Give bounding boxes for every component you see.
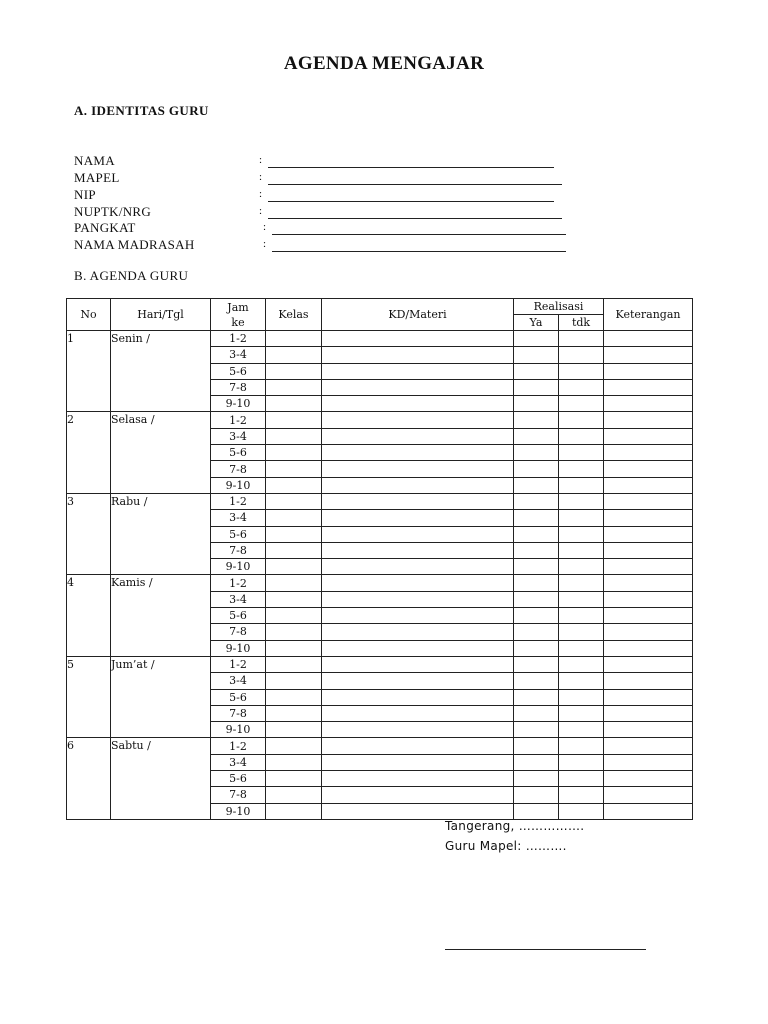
kelas-cell[interactable] <box>266 673 322 689</box>
kelas-cell[interactable] <box>266 738 322 754</box>
section-identitas-heading: A. IDENTITAS GURU <box>74 103 209 118</box>
kd-materi-cell[interactable] <box>322 542 514 558</box>
realisasi-tdk-cell[interactable] <box>559 754 604 770</box>
jam-ke-cell: 5-6 <box>211 526 266 542</box>
keterangan-cell[interactable] <box>604 396 693 412</box>
kelas-cell[interactable] <box>266 575 322 591</box>
jam-ke-cell: 7-8 <box>211 787 266 803</box>
realisasi-ya-cell[interactable] <box>514 412 559 428</box>
jam-ke-cell: 5-6 <box>211 445 266 461</box>
kelas-cell[interactable] <box>266 363 322 379</box>
realisasi-ya-cell[interactable] <box>514 445 559 461</box>
kelas-cell[interactable] <box>266 705 322 721</box>
table-row <box>67 575 693 591</box>
kd-materi-cell[interactable] <box>322 510 514 526</box>
jam-ke-cell: 9-10 <box>211 640 266 656</box>
day-name: Jum’at / <box>111 656 211 737</box>
realisasi-tdk-cell[interactable] <box>559 722 604 738</box>
kd-materi-cell[interactable] <box>322 738 514 754</box>
jam-ke-cell: 3-4 <box>211 754 266 770</box>
kd-materi-cell[interactable] <box>322 608 514 624</box>
realisasi-ya-cell[interactable] <box>514 331 559 347</box>
kd-materi-cell[interactable] <box>322 673 514 689</box>
field-input-line[interactable] <box>268 201 554 202</box>
header-kd-materi: KD/Materi <box>322 299 514 331</box>
realisasi-ya-cell[interactable] <box>514 608 559 624</box>
realisasi-tdk-cell[interactable] <box>559 689 604 705</box>
kd-materi-cell[interactable] <box>322 689 514 705</box>
realisasi-ya-cell[interactable] <box>514 787 559 803</box>
kd-materi-cell[interactable] <box>322 445 514 461</box>
realisasi-tdk-cell[interactable] <box>559 575 604 591</box>
keterangan-cell[interactable] <box>604 461 693 477</box>
table-row <box>67 656 693 672</box>
realisasi-tdk-cell[interactable] <box>559 461 604 477</box>
jam-ke-cell: 7-8 <box>211 705 266 721</box>
jam-ke-cell: 9-10 <box>211 559 266 575</box>
jam-ke-cell: 3-4 <box>211 591 266 607</box>
kd-materi-cell[interactable] <box>322 624 514 640</box>
kelas-cell[interactable] <box>266 461 322 477</box>
jam-ke-cell: 9-10 <box>211 803 266 819</box>
field-colon: : <box>259 171 263 183</box>
jam-ke-cell: 7-8 <box>211 542 266 558</box>
realisasi-ya-cell[interactable] <box>514 347 559 363</box>
kd-materi-cell[interactable] <box>322 493 514 509</box>
realisasi-ya-cell[interactable] <box>514 803 559 819</box>
keterangan-cell[interactable] <box>604 640 693 656</box>
jam-ke-cell: 1-2 <box>211 656 266 672</box>
realisasi-ya-cell[interactable] <box>514 428 559 444</box>
day-number: 1 <box>67 331 111 412</box>
realisasi-tdk-cell[interactable] <box>559 445 604 461</box>
header-kelas: Kelas <box>266 299 322 331</box>
keterangan-cell[interactable] <box>604 412 693 428</box>
kelas-cell[interactable] <box>266 396 322 412</box>
jam-ke-cell: 7-8 <box>211 461 266 477</box>
kd-materi-cell[interactable] <box>322 526 514 542</box>
header-keterangan: Keterangan <box>604 299 693 331</box>
keterangan-cell[interactable] <box>604 331 693 347</box>
realisasi-tdk-cell[interactable] <box>559 705 604 721</box>
jam-ke-cell: 7-8 <box>211 379 266 395</box>
kelas-cell[interactable] <box>266 428 322 444</box>
kelas-cell[interactable] <box>266 608 322 624</box>
kelas-cell[interactable] <box>266 510 322 526</box>
field-label: NAMA MADRASAH <box>74 237 195 252</box>
keterangan-cell[interactable] <box>604 624 693 640</box>
day-name: Rabu / <box>111 493 211 574</box>
field-colon: : <box>263 238 267 250</box>
kelas-cell[interactable] <box>266 689 322 705</box>
realisasi-ya-cell[interactable] <box>514 624 559 640</box>
header-realisasi: Realisasi <box>514 299 604 315</box>
kelas-cell[interactable] <box>266 477 322 493</box>
realisasi-ya-cell[interactable] <box>514 656 559 672</box>
realisasi-ya-cell[interactable] <box>514 477 559 493</box>
kd-materi-cell[interactable] <box>322 771 514 787</box>
field-input-line[interactable] <box>268 218 562 219</box>
realisasi-ya-cell[interactable] <box>514 689 559 705</box>
kd-materi-cell[interactable] <box>322 722 514 738</box>
kelas-cell[interactable] <box>266 559 322 575</box>
day-name: Selasa / <box>111 412 211 493</box>
kelas-cell[interactable] <box>266 331 322 347</box>
realisasi-tdk-cell[interactable] <box>559 624 604 640</box>
realisasi-ya-cell[interactable] <box>514 559 559 575</box>
keterangan-cell[interactable] <box>604 542 693 558</box>
day-name: Kamis / <box>111 575 211 656</box>
keterangan-cell[interactable] <box>604 787 693 803</box>
keterangan-cell[interactable] <box>604 689 693 705</box>
day-number: 5 <box>67 656 111 737</box>
keterangan-cell[interactable] <box>604 559 693 575</box>
realisasi-ya-cell[interactable] <box>514 722 559 738</box>
kelas-cell[interactable] <box>266 379 322 395</box>
keterangan-cell[interactable] <box>604 379 693 395</box>
kd-materi-cell[interactable] <box>322 656 514 672</box>
realisasi-tdk-cell[interactable] <box>559 803 604 819</box>
day-number: 6 <box>67 738 111 819</box>
kelas-cell[interactable] <box>266 347 322 363</box>
keterangan-cell[interactable] <box>604 428 693 444</box>
day-number: 4 <box>67 575 111 656</box>
kd-materi-cell[interactable] <box>322 640 514 656</box>
keterangan-cell[interactable] <box>604 754 693 770</box>
jam-ke-cell: 3-4 <box>211 510 266 526</box>
realisasi-ya-cell[interactable] <box>514 771 559 787</box>
field-input-line[interactable] <box>268 167 554 168</box>
jam-ke-cell: 5-6 <box>211 771 266 787</box>
kd-materi-cell[interactable] <box>322 477 514 493</box>
jam-ke-cell: 7-8 <box>211 624 266 640</box>
kd-materi-cell[interactable] <box>322 787 514 803</box>
kd-materi-cell[interactable] <box>322 428 514 444</box>
keterangan-cell[interactable] <box>604 591 693 607</box>
keterangan-cell[interactable] <box>604 363 693 379</box>
kelas-cell[interactable] <box>266 656 322 672</box>
realisasi-ya-cell[interactable] <box>514 526 559 542</box>
header-no: No <box>67 299 111 331</box>
kelas-cell[interactable] <box>266 412 322 428</box>
realisasi-ya-cell[interactable] <box>514 379 559 395</box>
kd-materi-cell[interactable] <box>322 363 514 379</box>
realisasi-tdk-cell[interactable] <box>559 363 604 379</box>
jam-ke-cell: 9-10 <box>211 477 266 493</box>
keterangan-cell[interactable] <box>604 608 693 624</box>
table-row <box>67 331 693 347</box>
realisasi-tdk-cell[interactable] <box>559 771 604 787</box>
kd-materi-cell[interactable] <box>322 461 514 477</box>
keterangan-cell[interactable] <box>604 656 693 672</box>
field-label: NUPTK/NRG <box>74 204 152 219</box>
field-colon: : <box>259 205 263 217</box>
kelas-cell[interactable] <box>266 803 322 819</box>
kelas-cell[interactable] <box>266 722 322 738</box>
field-label: NIP <box>74 187 96 202</box>
field-input-line[interactable] <box>272 234 566 235</box>
realisasi-tdk-cell[interactable] <box>559 738 604 754</box>
day-number: 2 <box>67 412 111 493</box>
signature-line <box>445 949 646 950</box>
realisasi-tdk-cell[interactable] <box>559 379 604 395</box>
keterangan-cell[interactable] <box>604 575 693 591</box>
realisasi-ya-cell[interactable] <box>514 591 559 607</box>
realisasi-tdk-cell[interactable] <box>559 412 604 428</box>
realisasi-ya-cell[interactable] <box>514 705 559 721</box>
realisasi-ya-cell[interactable] <box>514 396 559 412</box>
realisasi-ya-cell[interactable] <box>514 673 559 689</box>
table-row <box>67 493 693 509</box>
field-label: MAPEL <box>74 170 120 185</box>
kelas-cell[interactable] <box>266 493 322 509</box>
keterangan-cell[interactable] <box>604 803 693 819</box>
realisasi-tdk-cell[interactable] <box>559 656 604 672</box>
keterangan-cell[interactable] <box>604 445 693 461</box>
agenda-table <box>66 298 693 820</box>
jam-ke-cell: 5-6 <box>211 363 266 379</box>
realisasi-ya-cell[interactable] <box>514 575 559 591</box>
kelas-cell[interactable] <box>266 787 322 803</box>
field-label: NAMA <box>74 153 115 168</box>
keterangan-cell[interactable] <box>604 347 693 363</box>
day-number: 3 <box>67 493 111 574</box>
realisasi-ya-cell[interactable] <box>514 542 559 558</box>
kd-materi-cell[interactable] <box>322 396 514 412</box>
field-colon: : <box>263 221 267 233</box>
keterangan-cell[interactable] <box>604 722 693 738</box>
realisasi-tdk-cell[interactable] <box>559 787 604 803</box>
header-realisasi-tdk: tdk <box>559 315 604 331</box>
realisasi-tdk-cell[interactable] <box>559 510 604 526</box>
jam-ke-cell: 3-4 <box>211 347 266 363</box>
kelas-cell[interactable] <box>266 591 322 607</box>
kelas-cell[interactable] <box>266 445 322 461</box>
realisasi-ya-cell[interactable] <box>514 461 559 477</box>
jam-ke-cell: 5-6 <box>211 689 266 705</box>
realisasi-ya-cell[interactable] <box>514 738 559 754</box>
field-colon: : <box>259 188 263 200</box>
kelas-cell[interactable] <box>266 526 322 542</box>
realisasi-tdk-cell[interactable] <box>559 331 604 347</box>
realisasi-tdk-cell[interactable] <box>559 591 604 607</box>
kd-materi-cell[interactable] <box>322 559 514 575</box>
realisasi-tdk-cell[interactable] <box>559 477 604 493</box>
jam-ke-cell: 9-10 <box>211 722 266 738</box>
field-label: PANGKAT <box>74 220 136 235</box>
footer-guru-mapel: Guru Mapel: ………. <box>445 839 567 853</box>
kelas-cell[interactable] <box>266 771 322 787</box>
kd-materi-cell[interactable] <box>322 412 514 428</box>
jam-ke-cell: 1-2 <box>211 493 266 509</box>
kd-materi-cell[interactable] <box>322 575 514 591</box>
keterangan-cell[interactable] <box>604 738 693 754</box>
header-jam-ke: Jam ke <box>211 299 266 331</box>
header-realisasi-ya: Ya <box>514 315 559 331</box>
table-header-row <box>67 299 693 315</box>
realisasi-tdk-cell[interactable] <box>559 559 604 575</box>
document-title: AGENDA MENGAJAR <box>283 53 485 74</box>
jam-ke-cell: 1-2 <box>211 575 266 591</box>
kd-materi-cell[interactable] <box>322 347 514 363</box>
footer-place-date: Tangerang, ……………. <box>445 819 585 833</box>
keterangan-cell[interactable] <box>604 673 693 689</box>
jam-ke-cell: 3-4 <box>211 428 266 444</box>
jam-ke-cell: 1-2 <box>211 412 266 428</box>
realisasi-ya-cell[interactable] <box>514 754 559 770</box>
realisasi-ya-cell[interactable] <box>514 493 559 509</box>
realisasi-tdk-cell[interactable] <box>559 673 604 689</box>
realisasi-tdk-cell[interactable] <box>559 608 604 624</box>
realisasi-tdk-cell[interactable] <box>559 347 604 363</box>
realisasi-ya-cell[interactable] <box>514 510 559 526</box>
field-colon: : <box>259 154 263 166</box>
day-name: Senin / <box>111 331 211 412</box>
field-input-line[interactable] <box>268 184 562 185</box>
realisasi-tdk-cell[interactable] <box>559 640 604 656</box>
kelas-cell[interactable] <box>266 640 322 656</box>
realisasi-tdk-cell[interactable] <box>559 493 604 509</box>
section-agenda-heading: B. AGENDA GURU <box>74 268 189 283</box>
realisasi-tdk-cell[interactable] <box>559 428 604 444</box>
kd-materi-cell[interactable] <box>322 754 514 770</box>
day-name: Sabtu / <box>111 738 211 819</box>
table-row <box>67 412 693 428</box>
table-row <box>67 738 693 754</box>
kd-materi-cell[interactable] <box>322 379 514 395</box>
header-hari-tgl: Hari/Tgl <box>111 299 211 331</box>
realisasi-tdk-cell[interactable] <box>559 542 604 558</box>
keterangan-cell[interactable] <box>604 510 693 526</box>
keterangan-cell[interactable] <box>604 705 693 721</box>
jam-ke-cell: 1-2 <box>211 331 266 347</box>
kelas-cell[interactable] <box>266 624 322 640</box>
kd-materi-cell[interactable] <box>322 705 514 721</box>
keterangan-cell[interactable] <box>604 526 693 542</box>
realisasi-tdk-cell[interactable] <box>559 526 604 542</box>
keterangan-cell[interactable] <box>604 477 693 493</box>
jam-ke-cell: 1-2 <box>211 738 266 754</box>
keterangan-cell[interactable] <box>604 771 693 787</box>
kelas-cell[interactable] <box>266 542 322 558</box>
field-input-line[interactable] <box>272 251 566 252</box>
realisasi-ya-cell[interactable] <box>514 363 559 379</box>
keterangan-cell[interactable] <box>604 493 693 509</box>
realisasi-ya-cell[interactable] <box>514 640 559 656</box>
jam-ke-cell: 9-10 <box>211 396 266 412</box>
agenda-table-body <box>67 331 693 820</box>
kd-materi-cell[interactable] <box>322 331 514 347</box>
jam-ke-cell: 3-4 <box>211 673 266 689</box>
kelas-cell[interactable] <box>266 754 322 770</box>
realisasi-tdk-cell[interactable] <box>559 396 604 412</box>
kd-materi-cell[interactable] <box>322 803 514 819</box>
kd-materi-cell[interactable] <box>322 591 514 607</box>
jam-ke-cell: 5-6 <box>211 608 266 624</box>
